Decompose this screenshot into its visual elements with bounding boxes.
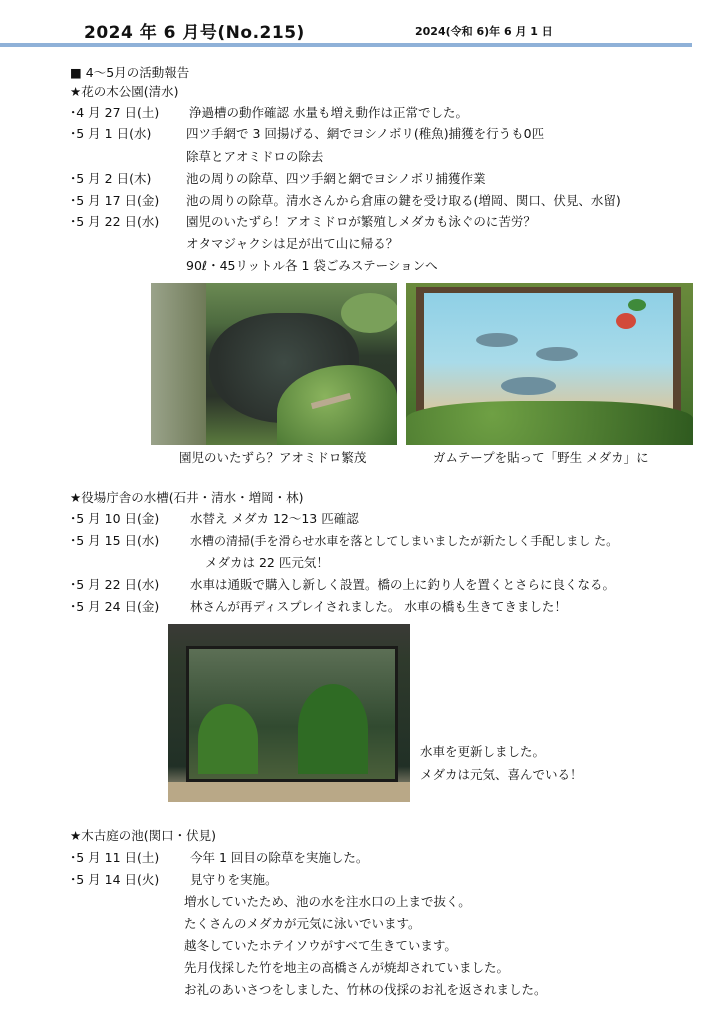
medaka-sign-photo — [406, 283, 693, 445]
entry-date: ･5 月 15 日(水) — [70, 533, 160, 548]
entry-text: 水車は通販で購入し新しく設置。橋の上に釣り人を置くとさらに良くなる。 — [190, 577, 616, 592]
report-heading: ■ 4～5月の活動報告 — [70, 65, 190, 80]
section-title-office: ★役場庁舎の水槽(石井・清水・増岡・林) — [70, 490, 304, 505]
photo-caption: 園児のいたずら？アオミドロ繁茂 — [179, 450, 367, 465]
entry-text: 水替え メダカ 12～13 匹確認 — [190, 511, 359, 526]
section-title-park: ★花の木公園(清水) — [70, 84, 179, 99]
entry-text: 四ツ手網で 3 回揚げる、網でヨシノボリ(稚魚)捕獲を行うも0匹 — [186, 126, 545, 141]
entry-text: 池の周りの除草、四ツ手網と網でヨシノボリ捕獲作業 — [186, 171, 486, 186]
section-title-garden: ★木古庭の池(関口・伏見) — [70, 828, 216, 843]
newsletter-title: 2024 年 6 月号(No.215) — [84, 23, 305, 43]
entry-text: 園児のいたずら！アオミドロが繁殖しメダカも泳ぐのに苦労？ — [186, 214, 536, 229]
entry-text: 越冬していたホテイソウがすべて生きています。 — [184, 938, 457, 953]
entry-date: ･5 月 22 日(水) — [70, 577, 160, 592]
entry-text: 90ℓ・45リットル各 1 袋ごみステーションへ — [186, 258, 438, 273]
aquarium-caption: 水車を更新しました。 — [420, 744, 546, 759]
entry-date: ･5 月 10 日(金) — [70, 511, 160, 526]
entry-date: ･5 月 17 日(金) — [70, 193, 160, 208]
aquarium-photo — [168, 624, 410, 802]
entry-text: オタマジャクシは足が出て山に帰る？ — [186, 236, 399, 251]
entry-text: 見守りを実施。 — [190, 872, 278, 887]
entry-text: お礼のあいさつをしました、竹林の伐採のお礼を返されました。 — [184, 982, 547, 997]
entry-text: 増水していたため、池の水を注水口の上まで抜く。 — [184, 894, 471, 909]
entry-date: ･5 月 1 日(水) — [70, 126, 152, 141]
aquarium-caption: メダカは元気、喜んでいる！ — [420, 767, 583, 782]
header-divider — [0, 43, 692, 47]
photo-caption: ガムテープを貼って「野生 メダカ」に — [433, 450, 649, 465]
pond-photo — [151, 283, 397, 445]
entry-text: 除草とアオミドロの除去 — [186, 149, 324, 164]
entry-date: ･4 月 27 日(土) — [70, 105, 160, 120]
entry-date: ･5 月 2 日(木) — [70, 171, 152, 186]
entry-date: ･5 月 22 日(水) — [70, 214, 160, 229]
entry-date: ･5 月 24 日(金) — [70, 599, 160, 614]
entry-text: メダカは 22 匹元気！ — [205, 555, 329, 570]
entry-date: ･5 月 14 日(火) — [70, 872, 160, 887]
entry-text: 浄過槽の動作確認 水量も増え動作は正常でした。 — [189, 105, 468, 120]
entry-text: 水槽の清掃(手を滑らせ水車を落としてしまいましたが新たしく手配しまし た。 — [190, 534, 619, 548]
issue-date: 2024(令和 6)年 6 月 1 日 — [415, 25, 553, 38]
entry-text: 池の周りの除草。清水さんから倉庫の鍵を受け取る(増岡、関口、伏見、水留) — [186, 193, 621, 208]
entry-text: 林さんが再ディスプレイされました。 水車の橋も生きてきました！ — [190, 599, 567, 614]
entry-text: たくさんのメダカが元気に泳いでいます。 — [184, 916, 421, 931]
entry-text: 先月伐採した竹を地主の高橋さんが焼却されていました。 — [184, 960, 510, 975]
entry-text: 今年 1 回目の除草を実施した。 — [190, 850, 369, 865]
entry-date: ･5 月 11 日(土) — [70, 850, 160, 865]
